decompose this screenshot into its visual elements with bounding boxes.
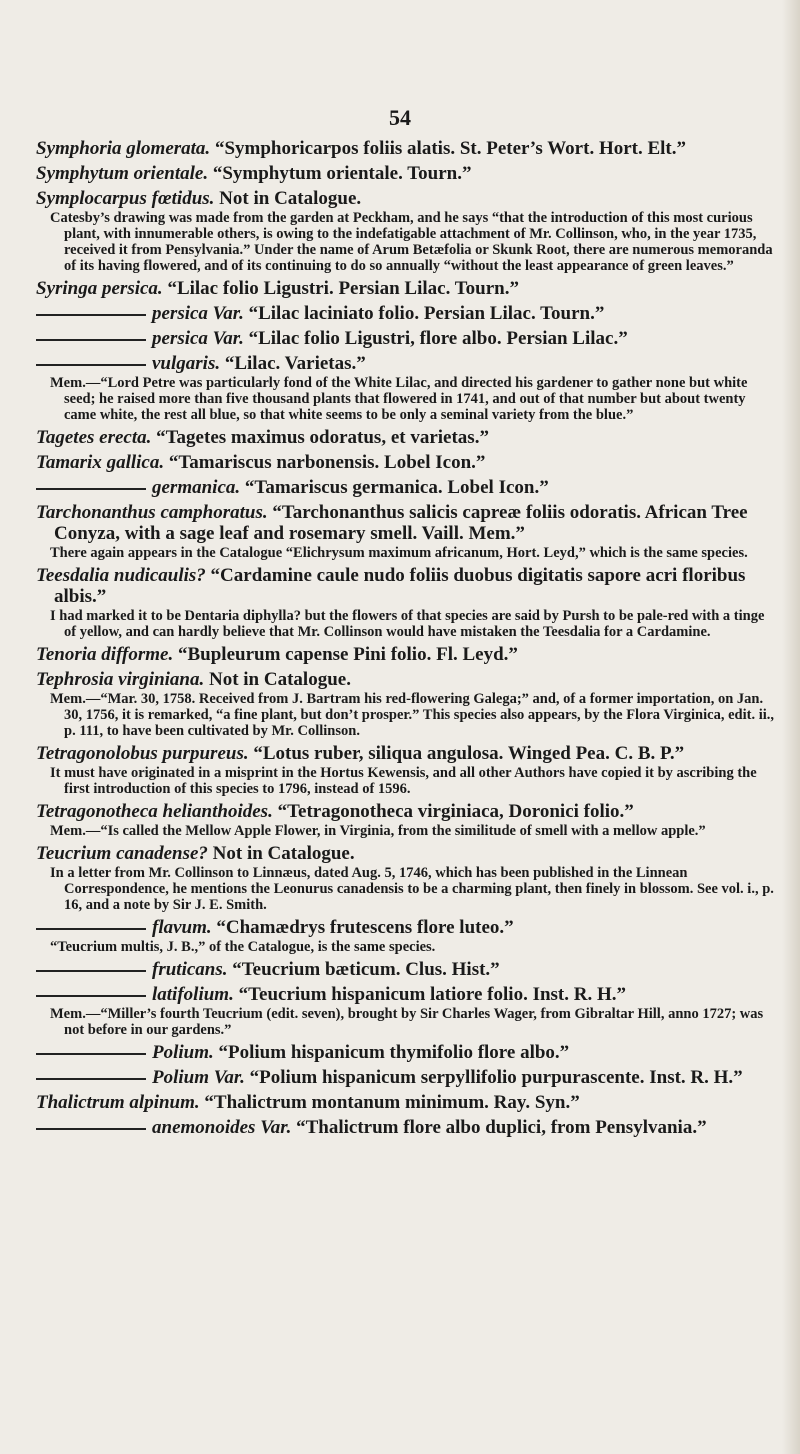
entry-heading	[36, 452, 776, 473]
entry-thalictrum-alpinum	[36, 1092, 776, 1113]
species-name: vulgaris.	[152, 353, 221, 374]
catalogue-entries	[36, 138, 776, 1142]
species-name: Tetragonolobus purpureus.	[36, 743, 249, 764]
entry-heading	[36, 502, 776, 544]
entry-text: “Lilac laciniato folio. Persian Lilac. Tourn.”	[248, 303, 605, 324]
species-name: Teesdalia nudicaulis?	[36, 565, 206, 586]
page-number: 54	[389, 105, 411, 130]
entry-text: “Symphytum orientale. Tourn.”	[212, 163, 472, 184]
species-name: latifolium.	[152, 984, 234, 1005]
entry-text: “Teucrium bæticum. Clus. Hist.”	[232, 959, 500, 980]
entry-text: Not in Catalogue.	[219, 188, 362, 209]
entry-heading	[36, 1092, 776, 1113]
entry-syringa-persica-var-2	[36, 328, 776, 349]
entry-teucrium-fruticans	[36, 959, 776, 980]
entry-heading	[36, 427, 776, 448]
species-name: Symphoria glomerata.	[36, 138, 211, 159]
species-name: Tetragonotheca helianthoides.	[36, 801, 273, 822]
ditto-rule	[36, 1078, 146, 1080]
species-name: persica Var.	[152, 328, 244, 349]
entry-syringa-vulgaris	[36, 353, 776, 423]
entry-text: “Symphoricarpos foliis alatis. St. Peter’s Wort. Hort. Elt.”	[214, 138, 687, 159]
page-edge-shadow	[782, 0, 800, 1454]
entry-text: “Lilac folio Ligustri. Persian Lilac. Tourn.”	[167, 278, 519, 299]
entry-symphoria-glomerata	[36, 138, 776, 159]
species-name: Tagetes erecta.	[36, 427, 152, 448]
ditto-rule	[36, 488, 146, 490]
entry-note: I had marked it to be Dentaria diphylla? but the flowers of that species are said by Pursh to be pale-red with a tinge of yellow, and can hardly believe that Mr. Collinson would have mistaken the Teesdalia for a Cardamine.	[50, 608, 765, 640]
species-name: Syringa persica.	[36, 278, 163, 299]
entry-text: “Polium hispanicum serpyllifolio purpurascente. Inst. R. H.”	[249, 1067, 743, 1088]
entry-text: “Cardamine caule nudo foliis duobus digitatis sapore acri floribus albis.”	[54, 565, 746, 607]
entry-text: Not in Catalogue.	[208, 669, 351, 690]
entry-heading	[36, 843, 776, 864]
species-name: Teucrium canadense?	[36, 843, 208, 864]
species-name: Symphytum orientale.	[36, 163, 209, 184]
entry-note: Mem.—“Lord Petre was particularly fond of the White Lilac, and directed his gardener to gather none but white seed; he raised more than five thousand plants that flowered in 1741, and out of that number but about twenty came white, the rest all blue, so that white seems to be only a seminal variety from the blue.”	[50, 375, 748, 423]
ditto-rule	[36, 928, 146, 930]
entry-tetragonotheca-helianthoides	[36, 801, 776, 839]
entry-heading	[36, 801, 776, 822]
entry-text: “Thalictrum flore albo duplici, from Pensylvania.”	[296, 1117, 707, 1138]
entry-heading	[36, 278, 776, 299]
entry-tarchonanthus-camphoratus	[36, 502, 776, 561]
ditto-rule	[36, 314, 146, 316]
entry-heading	[36, 163, 776, 184]
entry-tephrosia-virginiana	[36, 669, 776, 739]
entry-thalictrum-anemonoides-var	[36, 1117, 776, 1138]
species-name: flavum.	[152, 917, 212, 938]
entry-teesdalia-nudicaulis	[36, 565, 776, 640]
entry-symplocarpus-foetidus	[36, 188, 776, 274]
entry-text: “Thalictrum montanum minimum. Ray. Syn.”	[204, 1092, 580, 1113]
entry-heading	[36, 565, 776, 607]
entry-text: “Tamariscus narbonensis. Lobel Icon.”	[168, 452, 486, 473]
entry-note: Catesby’s drawing was made from the garden at Peckham, and he says “that the introduction of this most curious plant, with innumerable others, is owing to the indefatigable attachment of Mr. Collinson, who, in the year 1735, received it from Pensylvania.” Under the name of Arum Betæfolia or Skunk Root, there are numerous memoranda of its having flowered, and of its continuing to do so annually “without the least appearance of green leaves.”	[50, 210, 773, 274]
entry-text: “Polium hispanicum thymifolio flore albo.”	[218, 1042, 570, 1063]
ditto-rule	[36, 1053, 146, 1055]
entry-note: Mem.—“Mar. 30, 1758. Received from J. Bartram his red-flowering Galega;” and, of a former importation, on Jan. 30, 1756, it is remarked, “a fine plant, but don’t prosper.” This species also appears, by the Flora Virginica, edit. ii., p. 111, to have been cultivated by Mr. Collinson.	[50, 691, 775, 739]
species-name: Thalictrum alpinum.	[36, 1092, 200, 1113]
entry-heading	[36, 669, 776, 690]
species-name: Tephrosia virginiana.	[36, 669, 205, 690]
entry-heading	[36, 959, 776, 980]
entry-heading	[36, 1067, 776, 1088]
entry-text: “Tetragonotheca virginiaca, Doronici folio.”	[277, 801, 634, 822]
entry-heading	[36, 1042, 776, 1063]
species-name: fruticans.	[152, 959, 228, 980]
entry-tamarix-germanica	[36, 477, 776, 498]
entry-heading	[36, 984, 776, 1005]
species-name: Polium Var.	[152, 1067, 245, 1088]
ditto-rule	[36, 995, 146, 997]
entry-text: “Tamariscus germanica. Lobel Icon.”	[244, 477, 549, 498]
ditto-rule	[36, 364, 146, 366]
entry-heading	[36, 477, 776, 498]
species-name: anemonoides Var.	[152, 1117, 292, 1138]
entry-heading	[36, 188, 776, 209]
entry-text: “Bupleurum capense Pini folio. Fl. Leyd.”	[177, 644, 518, 665]
entry-text: Not in Catalogue.	[212, 843, 355, 864]
entry-heading	[36, 328, 776, 349]
entry-text: “Lotus ruber, siliqua angulosa. Winged Pea. C. B. P.”	[253, 743, 685, 764]
entry-text: “Teucrium hispanicum latiore folio. Inst. R. H.”	[238, 984, 626, 1005]
entry-tagetes-erecta	[36, 427, 776, 448]
entry-tamarix-gallica	[36, 452, 776, 473]
entry-text: “Chamædrys frutescens flore luteo.”	[216, 917, 514, 938]
ditto-rule	[36, 339, 146, 341]
entry-note: Mem.—“Miller’s fourth Teucrium (edit. seven), brought by Sir Charles Wager, from Gibraltar Hill, anno 1727; was not before in our gardens.”	[50, 1006, 764, 1038]
entry-note: It must have originated in a misprint in the Hortus Kewensis, and all other Authors have copied it by ascribing the first introduction of this species to 1796, instead of 1596.	[50, 765, 757, 797]
entry-note: “Teucrium multis, J. B.,” of the Catalogue, is the same species.	[50, 939, 436, 955]
entry-teucrium-canadense	[36, 843, 776, 913]
entry-text: “Tagetes maximus odoratus, et varietas.”	[156, 427, 489, 448]
entry-symphytum-orientale	[36, 163, 776, 184]
entry-note: Mem.—“Is called the Mellow Apple Flower, in Virginia, from the similitude of smell with a mellow apple.”	[50, 823, 706, 839]
entry-note: There again appears in the Catalogue “Elichrysum maximum africanum, Hort. Leyd,” which is the same species.	[50, 545, 748, 561]
entry-teucrium-polium	[36, 1042, 776, 1063]
entry-heading	[36, 644, 776, 665]
species-name: germanica.	[152, 477, 241, 498]
entry-heading	[36, 1117, 776, 1138]
species-name: Polium.	[152, 1042, 214, 1063]
entry-note: In a letter from Mr. Collinson to Linnæus, dated Aug. 5, 1746, which has been published in the Linnean Correspondence, he mentions the Leonurus canadensis to be a charming plant, then finely in blossom. See vol. i., p. 16, and a note by Sir J. E. Smith.	[50, 865, 774, 913]
entry-heading	[36, 303, 776, 324]
entry-teucrium-flavum	[36, 917, 776, 955]
ditto-rule	[36, 1128, 146, 1130]
entry-syringa-persica-var-1	[36, 303, 776, 324]
species-name: Tenoria difforme.	[36, 644, 174, 665]
entry-heading	[36, 353, 776, 374]
species-name: Tamarix gallica.	[36, 452, 165, 473]
entry-heading	[36, 743, 776, 764]
species-name: persica Var.	[152, 303, 244, 324]
entry-syringa-persica	[36, 278, 776, 299]
entry-teucrium-latifolium	[36, 984, 776, 1038]
entry-heading	[36, 138, 776, 159]
entry-tenoria-difforme	[36, 644, 776, 665]
entry-heading	[36, 917, 776, 938]
species-name: Tarchonanthus camphoratus.	[36, 502, 268, 523]
entry-tetragonolobus-purpureus	[36, 743, 776, 797]
entry-text: “Lilac. Varietas.”	[224, 353, 366, 374]
entry-teucrium-polium-var	[36, 1067, 776, 1088]
ditto-rule	[36, 970, 146, 972]
entry-text: “Lilac folio Ligustri, flore albo. Persian Lilac.”	[248, 328, 628, 349]
species-name: Symplocarpus fœtidus.	[36, 188, 215, 209]
entry-text: “Tarchonanthus salicis capreæ foliis odoratis. African Tree Conyza, with a sage leaf and rosemary smell. Vaill. Mem.”	[54, 502, 748, 544]
